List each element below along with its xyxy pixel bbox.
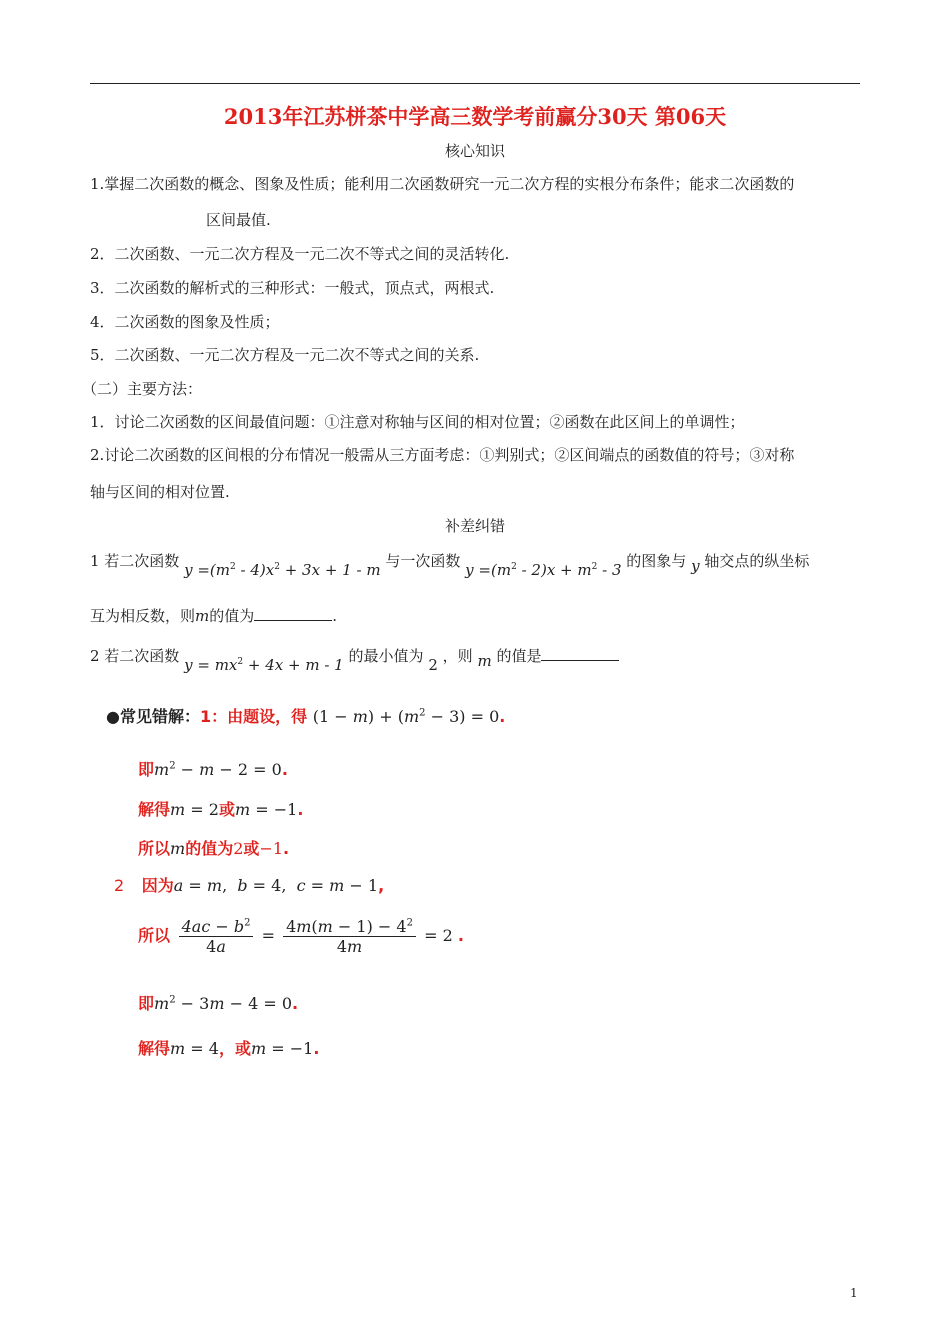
error-1-step-2-eq: $m^2 - m - 2 = 0$ bbox=[154, 760, 282, 779]
q1-text-c: 的图象与 bbox=[626, 552, 687, 570]
knowledge-line-5: 5．二次函数、一元二次方程及一元二次不等式之间的关系. bbox=[90, 346, 480, 364]
common-errors-line-5: 2 因为a = m, b = 4, c = m − 1, bbox=[114, 876, 385, 895]
knowledge-line-2: 2．二次函数、一元二次方程及一元二次不等式之间的灵活转化. bbox=[90, 245, 510, 263]
knowledge-line-4: 4．二次函数的图象及性质； bbox=[90, 313, 280, 331]
q1-var-y: y bbox=[691, 557, 700, 575]
knowledge-line-3: 3．二次函数的解析式的三种形式：一般式，顶点式，两根式. bbox=[90, 279, 495, 297]
knowledge-line-1: 1.掌握二次函数的概念、图象及性质；能利用二次函数研究一元二次方程的实根分布条件；能求二次函数的 bbox=[90, 175, 795, 193]
q2-answer-blank[interactable] bbox=[541, 648, 619, 661]
error-2-text: 因为 bbox=[141, 876, 174, 895]
question-1-line-2 bbox=[90, 605, 337, 626]
bullet-icon: ● bbox=[106, 707, 120, 726]
q1-text-e: 互为相反数，则 bbox=[90, 607, 196, 625]
error-2-step-4-eq-b: m = −1 bbox=[250, 1039, 314, 1058]
common-errors-line-2: 即$m^2 - m - 2 = 0$. bbox=[138, 760, 288, 779]
error-1-number: 1： bbox=[199, 707, 228, 726]
error-2-step-3-label: 即 bbox=[138, 994, 155, 1013]
error-2-coefficients: a = m, b = 4, c = m − 1 bbox=[173, 876, 379, 895]
error-1-equation: $(1 - m) + (m^2 - 3) = 0$ bbox=[312, 707, 500, 726]
error-2-step-3-eq: $m^2 - 3m - 4 = 0$ bbox=[154, 994, 293, 1013]
method-line-2: 2.讨论二次函数的区间根的分布情况一般需从三方面考虑：①判别式；②区间端点的函数值的符号；③对称 bbox=[90, 446, 795, 464]
error-1-step-3-label: 解得 bbox=[138, 800, 171, 819]
q1-text-f: 的值为 bbox=[209, 607, 255, 625]
header-rule bbox=[90, 83, 860, 84]
question-2 bbox=[90, 645, 619, 674]
error-2-step-4-eq-a: m = 4 bbox=[170, 1039, 219, 1058]
error-1-step-4-var: m bbox=[170, 839, 186, 858]
methods-heading: （二）主要方法： bbox=[82, 380, 203, 398]
q2-text-b: 的最小值为 bbox=[348, 647, 424, 665]
error-1-step-4-text: 的值为 bbox=[185, 839, 234, 858]
error-1-step-3-eq-a: m = 2 bbox=[170, 800, 219, 819]
method-line-1: 1．讨论二次函数的区间最值问题：①注意对称轴与区间的相对位置；②函数在此区间上的单调性； bbox=[90, 413, 745, 431]
q1-text-a: 1 若二次函数 bbox=[90, 552, 180, 570]
common-errors-line-3: 解得m = 2或m = −1. bbox=[138, 800, 304, 819]
q2-formula: $y = mx^2 + 4x + m - 1$ bbox=[184, 656, 344, 674]
q1-var-m: m bbox=[195, 607, 210, 625]
q1-text-b: 与一次函数 bbox=[385, 552, 461, 570]
common-errors-label: 常见错解： bbox=[119, 707, 200, 726]
common-errors-line-6: 所以 $\frac{4ac - b^2}{4a}$ = $\frac{4m(m - 1) - 4^2}{4m}$ = 2 . bbox=[138, 917, 464, 956]
common-errors-line-7: 即$m^2 - 3m - 4 = 0$. bbox=[138, 994, 299, 1013]
common-errors-line-8: 解得m = 4，或m = −1. bbox=[138, 1039, 320, 1058]
q1-answer-blank[interactable] bbox=[254, 608, 332, 621]
q2-text-c: ，则 bbox=[442, 647, 473, 665]
page-title: 2013年江苏栟茶中学高三数学考前赢分30天 第06天 bbox=[223, 104, 727, 129]
q1-text-g: . bbox=[332, 607, 338, 625]
q1-linear-formula: $y =(m^2 - 2)x + m^2 - 3$ bbox=[465, 561, 622, 579]
error-1-step-4-or: 或 bbox=[243, 839, 260, 858]
error-1-step-4-label: 所以 bbox=[138, 839, 171, 858]
page-number: 1 bbox=[850, 1286, 858, 1300]
q1-text-d: 轴交点的纵坐标 bbox=[704, 552, 810, 570]
error-1-step-2-label: 即 bbox=[138, 760, 155, 779]
method-line-2b: 轴与区间的相对位置. bbox=[90, 483, 230, 501]
error-1-text: 由题设，得 bbox=[227, 707, 308, 726]
error-2-number: 2 bbox=[114, 876, 125, 895]
section-heading-core: 核心知识 bbox=[444, 142, 505, 160]
question-1-line-1 bbox=[90, 550, 810, 579]
common-errors-line-4: 所以m的值为2或−1. bbox=[138, 839, 290, 858]
error-2-fraction-equation: $\frac{4ac - b^2}{4a}$ = $\frac{4m(m - 1) - 4^2}{4m}$ = 2 bbox=[176, 926, 458, 945]
error-2-step-2-label: 所以 bbox=[138, 926, 171, 945]
q1-quadratic-formula: $y =(m^2 - 4)x^2 + 3x + 1 - m$ bbox=[184, 561, 381, 579]
error-2-step-4-or: ，或 bbox=[218, 1039, 251, 1058]
common-errors-line-1: ●常见错解：1：由题设，得 $(1 - m) + (m^2 - 3) = 0$. bbox=[106, 707, 506, 726]
section-heading-practice: 补差纠错 bbox=[444, 517, 505, 535]
error-2-step-4-label: 解得 bbox=[138, 1039, 171, 1058]
error-1-step-3-eq-b: m = −1 bbox=[234, 800, 298, 819]
q2-value-2: 2 bbox=[428, 656, 438, 674]
q2-text-a: 2 若二次函数 bbox=[90, 647, 180, 665]
q2-var-m: m bbox=[477, 652, 492, 670]
q2-text-d: 的值是 bbox=[496, 647, 542, 665]
error-1-step-3-or: 或 bbox=[218, 800, 235, 819]
knowledge-line-1b: 区间最值. bbox=[206, 211, 271, 229]
